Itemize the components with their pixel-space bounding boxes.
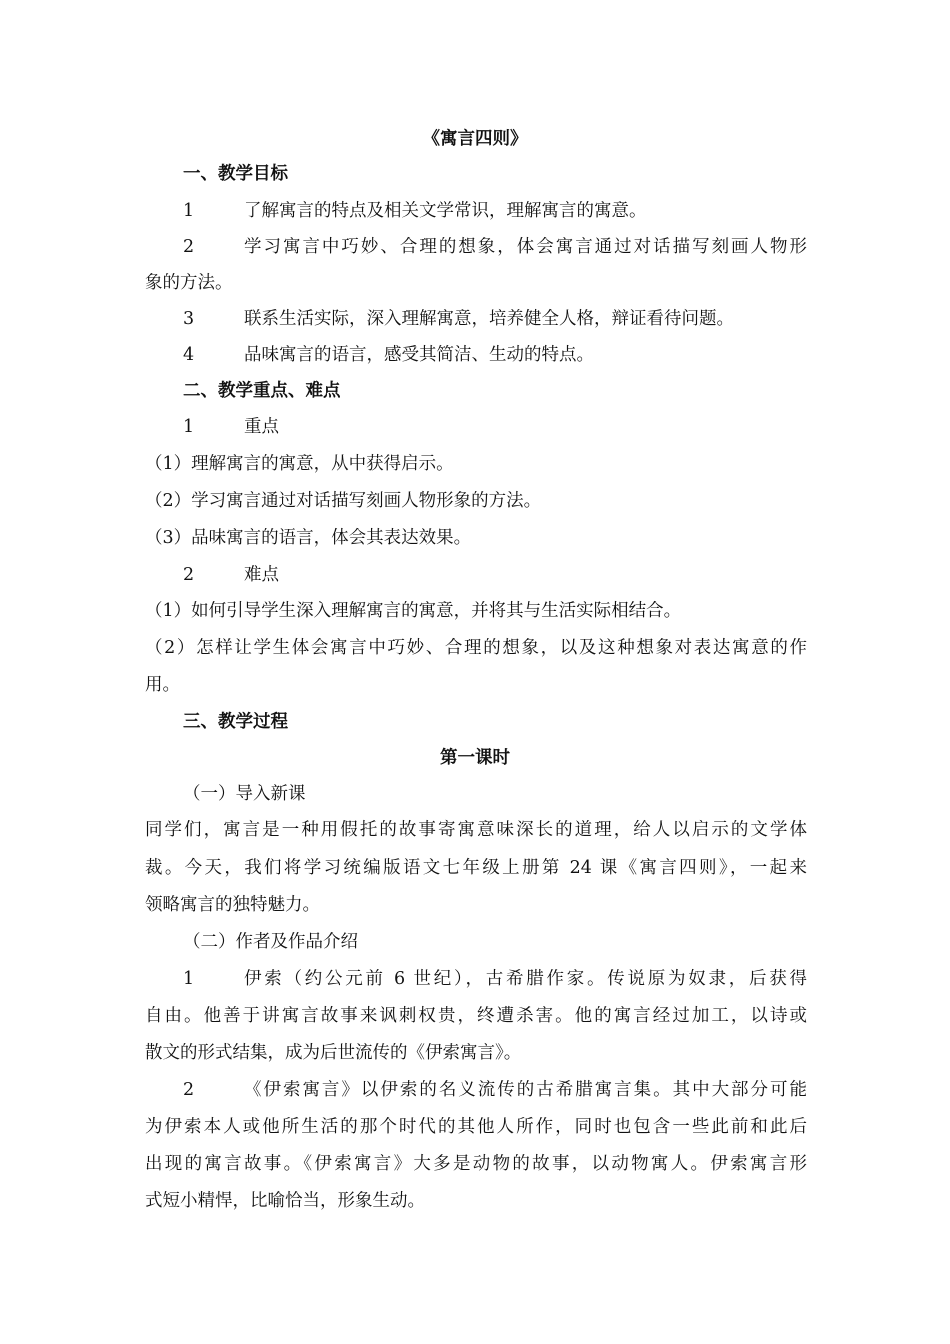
subsection-number: 1 (183, 417, 195, 437)
subsection-number: 2 (183, 565, 195, 585)
list-item-number: 1 (183, 201, 195, 221)
key-point-item: （3）品味寓言的语言，体会其表达效果。 (145, 528, 472, 548)
list-item-number: 3 (183, 309, 195, 329)
list-item-number: 4 (183, 345, 195, 365)
part-heading-intro: （一）导入新课 (183, 784, 306, 804)
paragraph-line: 伊索（约公元前 6 世纪），古希腊作家。传说原为奴隶，后获得 (244, 969, 807, 989)
list-item-text: 品味寓言的语言，感受其简洁、生动的特点。 (244, 345, 594, 365)
paragraph-line: 为伊索本人或他所生活的那个时代的其他人所作，同时也包含一些此前和此后 (145, 1117, 807, 1137)
section-heading-process: 三、教学过程 (183, 712, 288, 732)
subsection-label-key: 重点 (244, 417, 279, 437)
paragraph-line: 式短小精悍，比喻恰当，形象生动。 (145, 1191, 425, 1211)
paragraph-line: 《伊索寓言》以伊索的名义流传的古希腊寓言集。其中大部分可能 (244, 1080, 807, 1100)
list-item-text: 学习寓言中巧妙、合理的想象，体会寓言通过对话描写刻画人物形 (244, 237, 807, 257)
key-point-item: （2）学习寓言通过对话描写刻画人物形象的方法。 (145, 491, 542, 511)
difficult-point-item: （2）怎样让学生体会寓言中巧妙、合理的想象，以及这种想象对表达寓意的作 (145, 638, 807, 658)
paragraph-line: 同学们，寓言是一种用假托的故事寄寓意味深长的道理，给人以启示的文学体 (145, 820, 807, 840)
paragraph-line: 领略寓言的独特魅力。 (145, 895, 320, 915)
list-item-text: 联系生活实际，深入理解寓意，培养健全人格，辩证看待问题。 (244, 309, 734, 329)
lesson-heading: 第一课时 (440, 748, 510, 768)
list-item-text: 了解寓言的特点及相关文学常识，理解寓言的寓意。 (244, 201, 647, 221)
difficult-point-item-continued: 用。 (145, 675, 180, 695)
list-item-number: 1 (183, 969, 195, 989)
key-point-item: （1）理解寓言的寓意，从中获得启示。 (145, 454, 454, 474)
paragraph-line: 散文的形式结集，成为后世流传的《伊索寓言》。 (145, 1043, 522, 1063)
section-heading-objectives: 一、教学目标 (183, 164, 288, 184)
difficult-point-item: （1）如何引导学生深入理解寓言的寓意，并将其与生活实际相结合。 (145, 601, 682, 621)
paragraph-line: 出现的寓言故事。《伊索寓言》大多是动物的故事，以动物寓人。伊索寓言形 (145, 1154, 807, 1174)
paragraph-line: 裁。今天，我们将学习统编版语文七年级上册第 24 课《寓言四则》，一起来 (145, 858, 807, 878)
section-heading-key-points: 二、教学重点、难点 (183, 381, 341, 401)
list-item-number: 2 (183, 237, 195, 257)
subsection-label-difficult: 难点 (244, 565, 279, 585)
part-heading-author: （二）作者及作品介绍 (183, 932, 358, 952)
list-item-text-continued: 象的方法。 (145, 273, 233, 293)
document-title: 《寓言四则》 (422, 129, 528, 149)
paragraph-line: 自由。他善于讲寓言故事来讽刺权贵，终遭杀害。他的寓言经过加工，以诗或 (145, 1006, 807, 1026)
list-item-number: 2 (183, 1080, 195, 1100)
